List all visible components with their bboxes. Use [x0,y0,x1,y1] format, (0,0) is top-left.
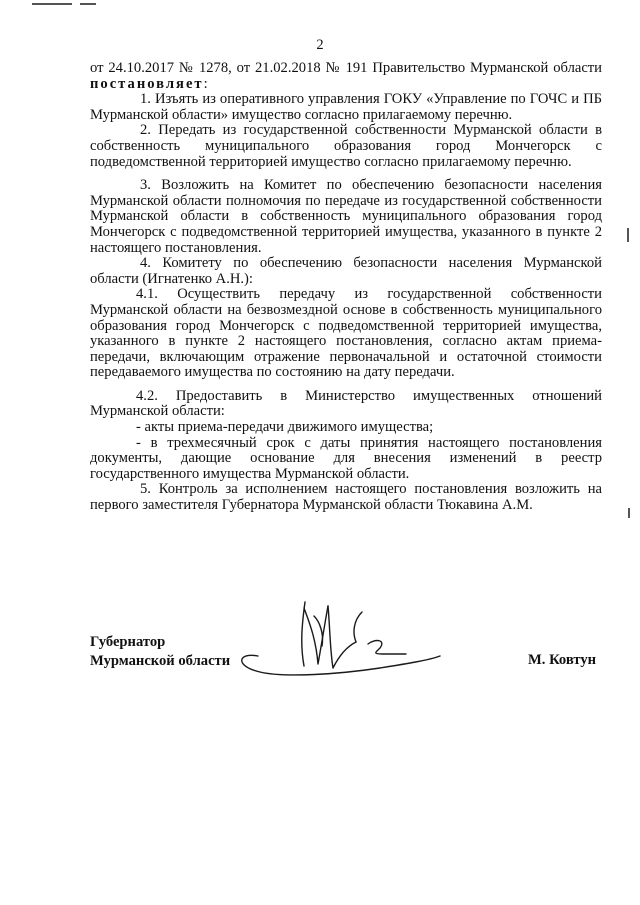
paragraph-1: 1. Изъять из оперативного управления ГОКУ «Управление по ГОЧС и ПБ Мурманской области» имущество согласно прилагаемому перечню. [90,91,602,123]
paragraph-4-2-item-b: - в трехмесячный срок с даты принятия настоящего постановления документы, дающие основание для внесения изменений в реестр государственного имущества Мурманской области. [90,434,602,482]
paragraph-4: 4. Комитету по обеспечению безопасности населения Мурманской области (Игнатенко А.Н.): [90,255,602,287]
scan-mark-top [80,3,96,5]
paragraph-4-2: 4.2. Предоставить в Министерство имущественных отношений Мурманской области: [90,387,602,420]
document-body [90,61,602,514]
paragraph-4-1: 4.1. Осуществить передачу из государственной собственности Мурманской области на безвозмездной основе в собственность муниципального образования город Мончегорск с подведомственной территорией имущества, указанного в пункте 2 настоящего постановления, согласно актам приема-передачи, включающим отражение первоначальной и остаточной стоимости передаваемого имущества по состоянию на дату передачи. [90,286,602,381]
signer-name: М. Ковтун [528,652,597,668]
handwritten-signature [230,594,450,684]
paragraph-3: 3. Возложить на Комитет по обеспечению безопасности населения Мурманской области полномочия по передаче из государственной собственности Мурманской области в собственность муниципального образования город Мончегорск с подведомственной территорией имущества, указанного в пункте 2 настоящего постановления. [90,177,602,256]
intro-paragraph [90,61,602,92]
paragraph-5: 5. Контроль за исполнением настоящего постановления возложить на первого заместителя Губернатора Мурманской области Тюкавина А.М. [90,481,602,514]
page-number: 2 [316,37,324,53]
intro-colon: : [203,75,208,92]
resolves-word: постановляет [90,75,204,92]
intro-text: от 24.10.2017 № 1278, от 21.02.2018 № 191 Правительство Мурманской области [90,60,602,76]
signer-position-line2: Мурманской области [90,653,231,669]
paragraph-2: 2. Передать из государственной собственности Мурманской области в собственность муниципального образования город Мончегорск с подведомственной территорией имущество согласно прилагаемому перечню. [90,122,602,170]
scan-mark-top [32,3,72,5]
scan-mark-right [627,228,629,242]
scan-mark-right [628,508,630,518]
signer-position-line1: Губернатор [90,634,166,650]
paragraph-4-2-item-a: - акты приема-передачи движимого имущества; [136,419,434,436]
signature-block [90,633,230,671]
